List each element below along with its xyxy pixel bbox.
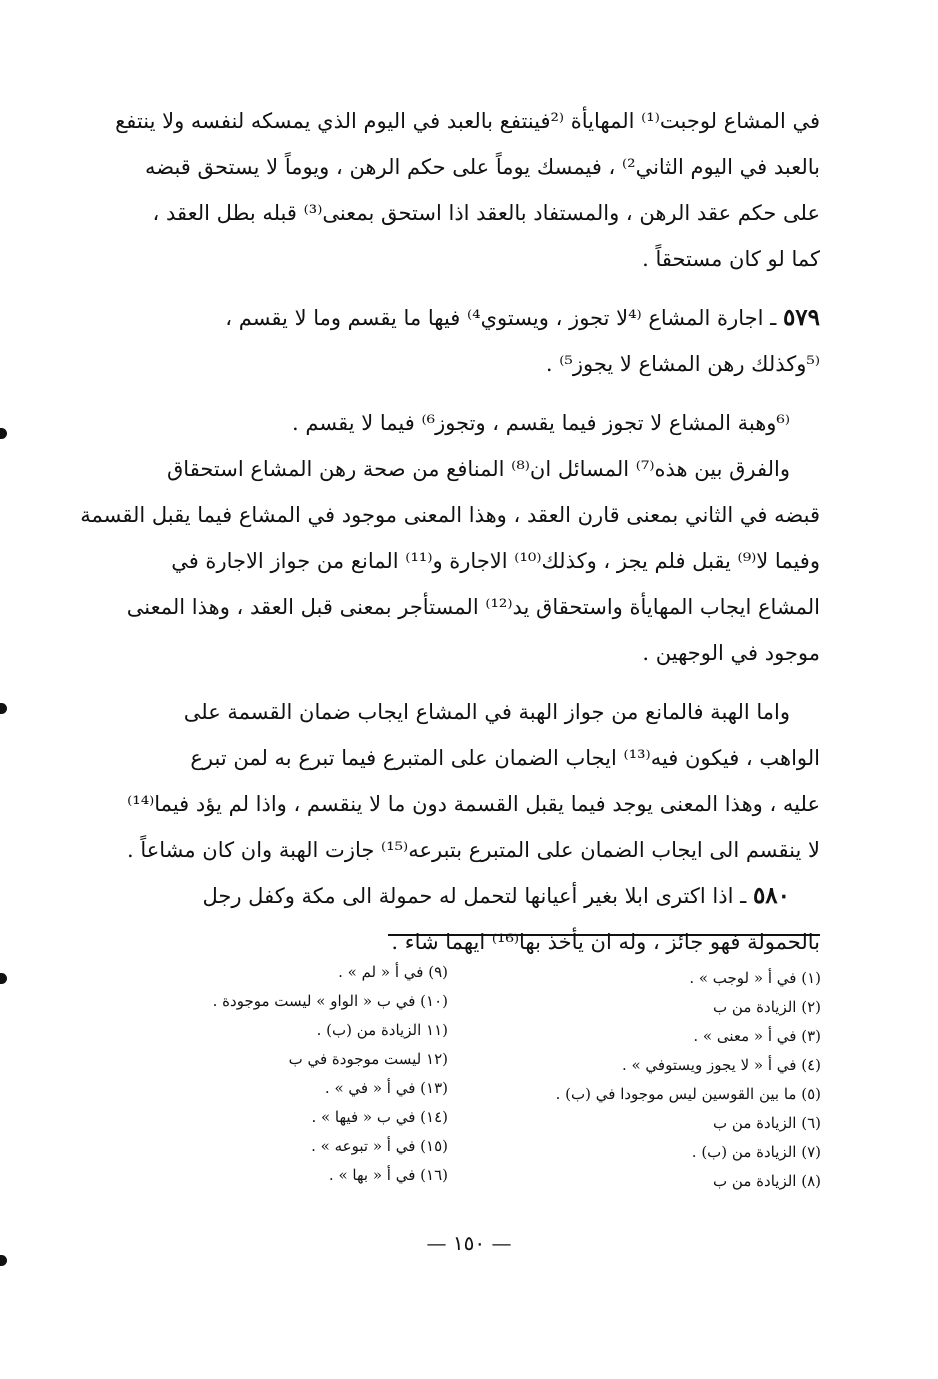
binding-hole-mark <box>0 1255 7 1266</box>
text-line: بالحمولة فهو جائز ، وله ان يأخذ بها⁽¹⁶⁾ ايهما شاء . <box>391 930 820 954</box>
paragraph-text: ـ اذا اكترى ابلا بغير أعيانها لتحمل له حمولة الى مكة وكفل رجل <box>202 884 747 908</box>
page-number: — ١٥٠ — <box>426 1231 512 1255</box>
footnote: (١٤) في ب « فيها » . <box>311 1108 448 1126</box>
footnote: (١١ الزيادة من (ب) . <box>316 1021 448 1039</box>
text-line: موجود في الوجهين . <box>642 641 820 665</box>
footnote: (٣) في أ « معنى » . <box>693 1027 821 1045</box>
text-line <box>130 873 820 919</box>
footnote: (٨) الزيادة من ب <box>713 1172 821 1190</box>
footnote: (١٦) في أ « بها » . <box>328 1166 448 1184</box>
text-line <box>130 295 820 341</box>
footnote: (١٢ ليست موجودة في ب <box>288 1050 448 1068</box>
text-line: كما لو كان مستحقاً . <box>642 247 820 271</box>
paragraph-number: ٥٧٩ <box>782 304 820 331</box>
text-line: واما الهبة فالمانع من جواز الهبة في المشاع ايجاب ضمان القسمة على <box>183 700 790 724</box>
text-line: في المشاع لوجبت⁽¹⁾ المهايأة ⁽²فينتفع بالعبد في اليوم الذي يمسكه لنفسه ولا ينتفع <box>115 109 820 133</box>
footnote-separator <box>388 934 820 936</box>
text-line: المشاع ايجاب المهايأة واستحقاق يد⁽¹²⁾ المستأجر بمعنى قبل العقد ، وهذا المعنى <box>126 595 820 619</box>
text-line: على حكم عقد الرهن ، والمستفاد بالعقد اذا استحق بمعنى⁽³⁾ قبله بطل العقد ، <box>152 201 820 225</box>
text-line: ⁽⁶وهبة المشاع لا تجوز فيما يقسم ، وتجوز⁶⁾ فيما لا يقسم . <box>292 411 790 435</box>
footnotes-right-column <box>491 964 821 1196</box>
text-line: ⁽⁵وكذلك رهن المشاع لا يجوز⁵⁾ . <box>545 352 820 376</box>
footnote: (١٣) في أ « في » . <box>324 1079 448 1097</box>
binding-hole-mark <box>0 973 7 984</box>
footnote: (١٥) في أ « تبوعه » . <box>311 1137 448 1155</box>
footnote: (٩) في أ « لم » . <box>338 963 448 981</box>
paragraph-text: ـ اجارة المشاع ⁽⁴لا تجوز ، ويستوي⁴⁾ فيها ما يقسم وما لا يقسم ، <box>225 306 777 330</box>
footnote: (٦) الزيادة من ب <box>713 1114 821 1132</box>
footnote: (٥) ما بين القوسين ليس موجودا في (ب) . <box>555 1085 821 1103</box>
text-line: وفيما لا⁽⁹⁾ يقبل فلم يجز ، وكذلك⁽¹⁰⁾ الاجارة و⁽¹¹⁾ المانع من جواز الاجارة في <box>171 549 820 573</box>
text-line: قبضه في الثاني بمعنى قارن العقد ، وهذا المعنى موجود في المشاع فيما يقبل القسمة <box>80 503 820 527</box>
footnote: (١) في أ « لوجب » . <box>689 969 821 987</box>
binding-hole-mark <box>0 428 7 439</box>
footnote: (٧) الزيادة من (ب) . <box>691 1143 821 1161</box>
text-line: الواهب ، فيكون فيه⁽¹³⁾ ايجاب الضمان على المتبرع فيما تبرع به لمن تبرع <box>190 746 820 770</box>
footnote: (٤) في أ « لا يجوز ويستوفي » . <box>621 1056 821 1074</box>
paragraph-number: ٥٨٠ <box>752 882 790 909</box>
text-line: والفرق بين هذه⁽⁷⁾ المسائل ان⁽⁸⁾ المنافع من صحة رهن المشاع استحقاق <box>167 457 790 481</box>
footnotes-left-column <box>168 958 448 1190</box>
main-text <box>80 98 820 965</box>
footnote: (١٠) في ب « الواو » ليست موجودة . <box>212 992 448 1010</box>
text-line: بالعبد في اليوم الثاني²⁾ ، فيمسك يوماً على حكم الرهن ، ويوماً لا يستحق قبضه <box>145 155 820 179</box>
text-line: عليه ، وهذا المعنى يوجد فيما يقبل القسمة دون ما لا ينقسم ، واذا لم يؤد فيما⁽¹⁴⁾ <box>127 792 820 816</box>
binding-hole-mark <box>0 703 7 714</box>
footnote: (٢) الزيادة من ب <box>713 998 821 1016</box>
text-line: لا ينقسم الى ايجاب الضمان على المتبرع بتبرعه⁽¹⁵⁾ جازت الهبة وان كان مشاعاً . <box>126 838 820 862</box>
